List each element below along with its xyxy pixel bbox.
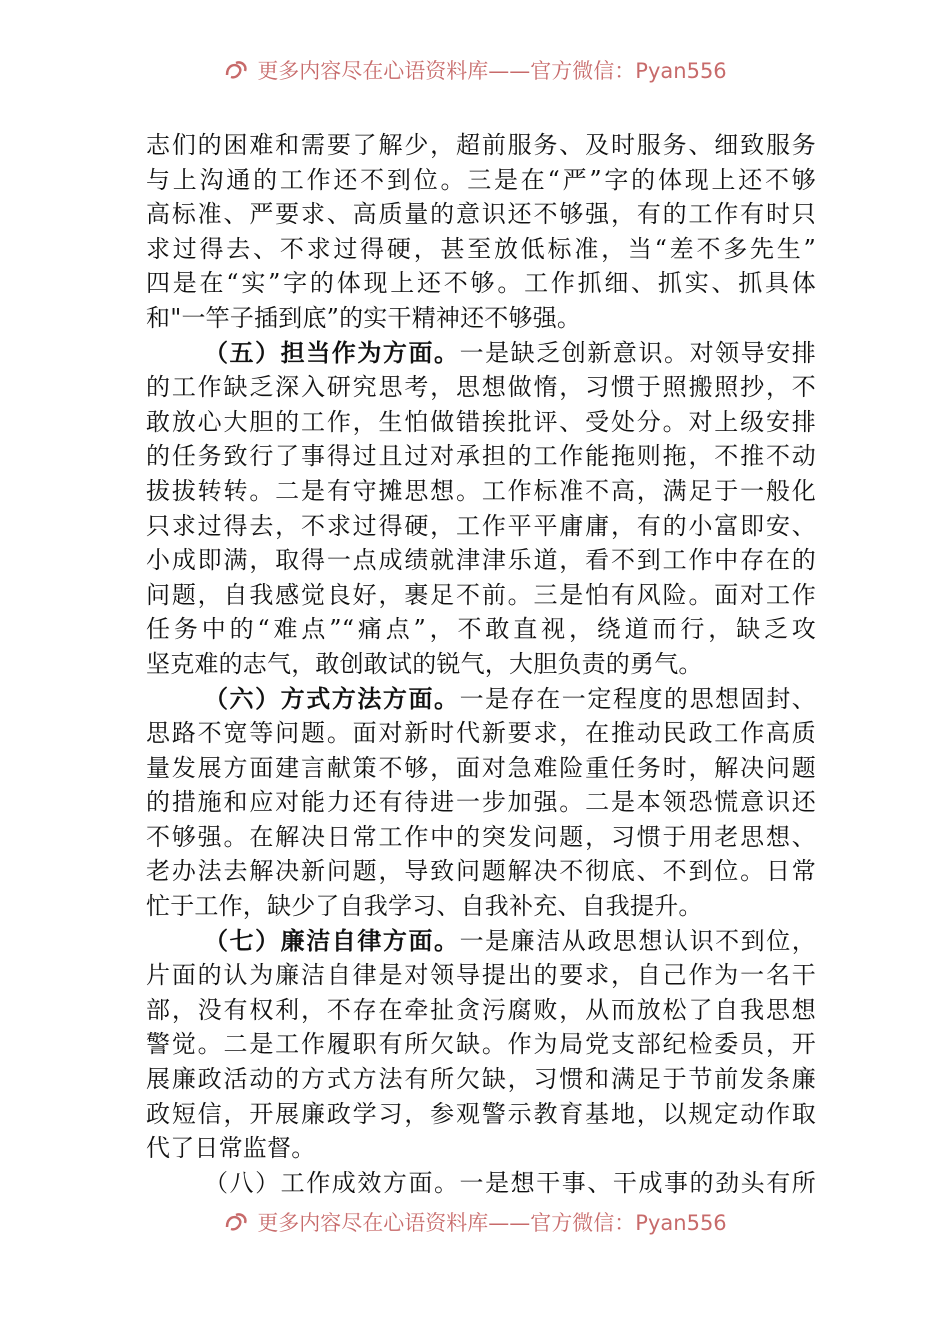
text-line: 任务中的“难点”“痛点”，不敢直视，绕道而行，缺乏攻 — [146, 615, 816, 644]
text-line: 量发展方面建言献策不够，面对急难险重任务时，解决问题 — [146, 753, 816, 782]
section-heading: （七）廉洁自律方面。 — [204, 925, 460, 955]
text-line: 求过得去、不求过得硬，甚至放低标准，当“差不多先生” — [146, 234, 816, 263]
paragraph — [146, 128, 816, 336]
text-line: 坚克难的志气，敢创敢试的锐气，大胆负责的勇气。 — [146, 649, 703, 678]
paragraph — [146, 682, 816, 924]
text-line: 的工作缺乏深入研究思考，思想做惰，习惯于照搬照抄，不 — [146, 373, 816, 402]
watermark-text: 更多内容尽在心语资料库——官方微信：Pyan556 — [257, 59, 727, 83]
section-heading: （五）担当作为方面。 — [204, 337, 460, 367]
watermark-logo-icon — [223, 1209, 249, 1235]
text-line: 的任务致行了事得过且过对承担的工作能拖则拖，不推不动 — [146, 442, 816, 471]
text-line: 拔拔转转。二是有守摊思想。工作标准不高，满足于一般化 — [146, 476, 816, 505]
text-line — [146, 924, 816, 959]
text-line — [146, 682, 816, 717]
text-line: 小成即满，取得一点成绩就津津乐道，看不到工作中存在的 — [146, 546, 816, 575]
text-span: 一是廉洁从政思想认识不到位， — [459, 926, 816, 955]
paragraph — [146, 924, 816, 1166]
text-line: 与上沟通的工作还不到位。三是在“严”字的体现上还不够 — [146, 165, 816, 194]
text-line: 政短信，开展廉政学习，参观警示教育基地，以规定动作取 — [146, 1099, 816, 1128]
text-span: 一是缺乏创新意识。对领导安排 — [459, 338, 816, 367]
section-heading: （六）方式方法方面。 — [204, 683, 460, 713]
text-line: 四是在“实”字的体现上还不够。工作抓细、抓实、抓具体 — [146, 269, 816, 298]
watermark-text: 更多内容尽在心语资料库——官方微信：Pyan556 — [257, 1211, 727, 1235]
text-line: 思路不宽等问题。面对新时代新要求，在推动民政工作高质 — [146, 719, 816, 748]
text-line: 问题，自我感觉良好，裹足不前。三是怕有风险。面对工作 — [146, 580, 816, 609]
text-line: 老办法去解决新问题，导致问题解决不彻底、不到位。日常 — [146, 857, 816, 886]
text-line: 志们的困难和需要了解少，超前服务、及时服务、细致服务 — [146, 131, 816, 159]
text-line: 展廉政活动的方式方法有所欠缺，习惯和满足于节前发条廉 — [146, 1065, 816, 1094]
footer-watermark — [0, 1204, 950, 1240]
text-line: （八）工作成效方面。一是想干事、干成事的劲头有所 — [204, 1168, 816, 1197]
text-span: 一是存在一定程度的思想固封、 — [459, 684, 816, 713]
text-line: 只求过得去，不求过得硬，工作平平庸庸，有的小富即安、 — [146, 511, 816, 540]
text-line: 部，没有权利，不存在牵扯贪污腐败，从而放松了自我思想 — [146, 995, 816, 1024]
text-line: 代了日常监督。 — [146, 1134, 316, 1163]
header-watermark — [0, 52, 950, 88]
text-line: 片面的认为廉洁自律是对领导提出的要求，自己作为一名干 — [146, 961, 816, 990]
text-line — [146, 336, 816, 371]
text-line: 警觉。二是工作履职有所欠缺。作为局党支部纪检委员，开 — [146, 1030, 816, 1059]
paragraph — [146, 336, 816, 682]
text-line: 忙于工作，缺少了自我学习、自我补充、自我提升。 — [146, 892, 703, 921]
paragraph — [146, 1166, 816, 1201]
text-line: 高标准、严要求、高质量的意识还不够强，有的工作有时只 — [146, 200, 816, 229]
text-line: 敢放心大胆的工作，生怕做错挨批评、受处分。对上级安排 — [146, 407, 816, 436]
document-body — [146, 128, 816, 1200]
text-line: 不够强。在解决日常工作中的突发问题，习惯于用老思想、 — [146, 822, 816, 851]
text-line: 的措施和应对能力还有待进一步加强。二是本领恐慌意识还 — [146, 788, 816, 817]
watermark-logo-icon — [223, 57, 249, 83]
text-line: 和"一竿子插到底”的实干精神还不够强。 — [146, 303, 582, 332]
